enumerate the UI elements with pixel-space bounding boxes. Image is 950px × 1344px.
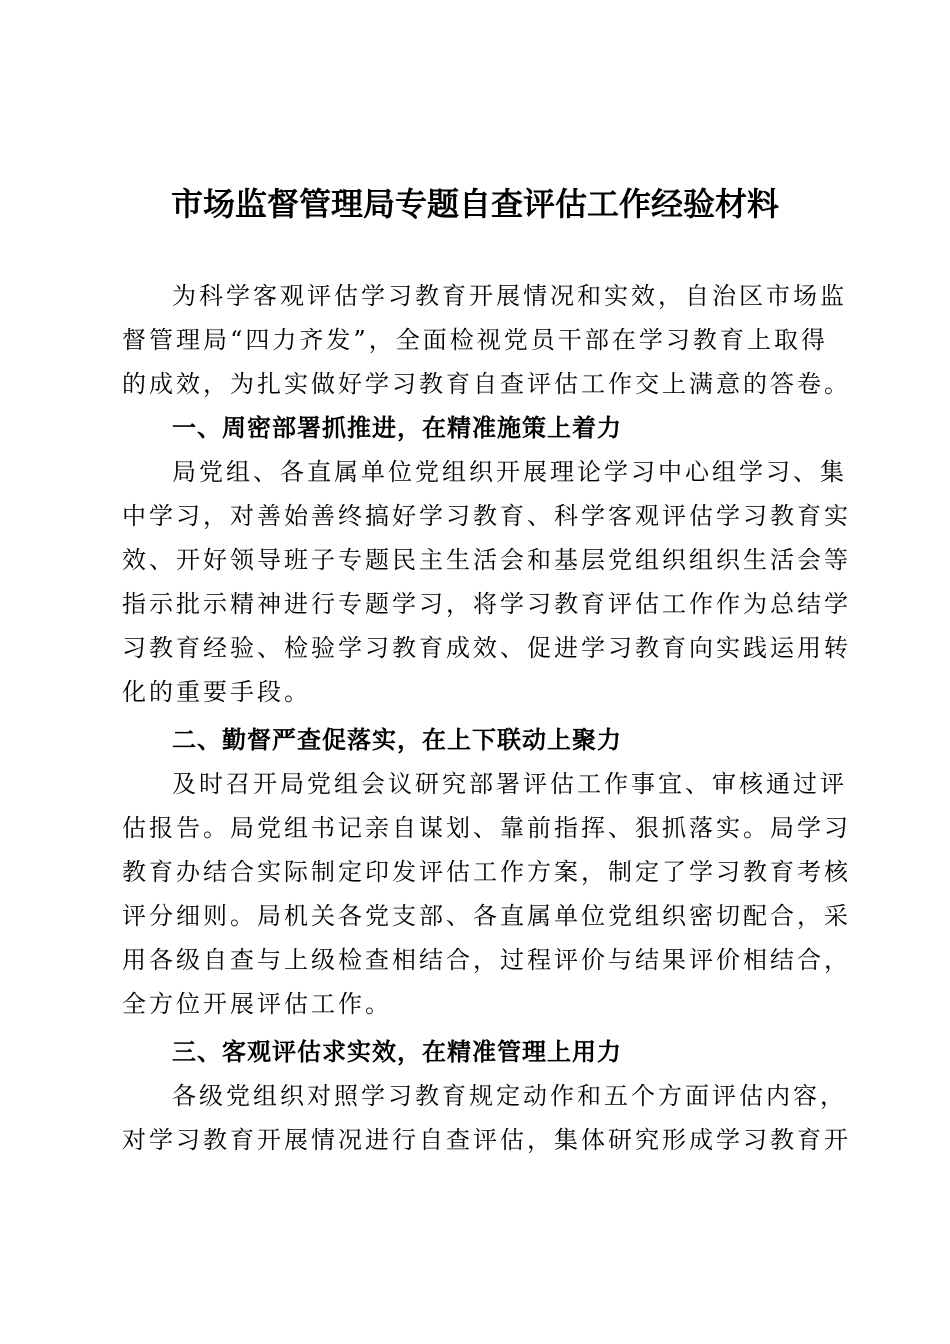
- document-title: 市场监督管理局专题自查评估工作经验材料: [170, 185, 779, 223]
- section-3-line-2: 对学习教育开展情况进行自查评估，集体研究形成学习教育开: [122, 1126, 851, 1154]
- section-1-line-4: 指示批示精神进行专题学习，将学习教育评估工作作为总结学: [122, 590, 851, 618]
- section-1-line-1: 局党组、各直属单位党组织开展理论学习中心组学习、集: [172, 458, 847, 486]
- section-3-heading: 三、客观评估求实效，在精准管理上用力: [172, 1038, 622, 1066]
- section-3-line-1: 各级党组织对照学习教育规定动作和五个方面评估内容，: [172, 1082, 847, 1110]
- intro-line-3: 的成效，为扎实做好学习教育自查评估工作交上满意的答卷。: [122, 370, 851, 398]
- section-2-line-4: 评分细则。局机关各党支部、各直属单位党组织密切配合，采: [122, 902, 851, 930]
- section-1-heading: 一、周密部署抓推进，在精准施策上着力: [172, 414, 622, 442]
- section-2-heading: 二、勤督严查促落实，在上下联动上聚力: [172, 726, 622, 754]
- intro-line-1: 为科学客观评估学习教育开展情况和实效，自治区市场监: [172, 282, 847, 310]
- section-2-line-1: 及时召开局党组会议研究部署评估工作事宜、审核通过评: [172, 770, 847, 798]
- section-2-line-3: 教育办结合实际制定印发评估工作方案，制定了学习教育考核: [122, 858, 851, 886]
- section-2-line-5: 用各级自查与上级检查相结合，过程评价与结果评价相结合，: [122, 946, 851, 974]
- section-1-line-6: 化的重要手段。: [122, 678, 311, 706]
- section-2-line-6: 全方位开展评估工作。: [122, 990, 392, 1018]
- section-1-line-2: 中学习，对善始善终搞好学习教育、科学客观评估学习教育实: [122, 502, 851, 530]
- section-2-line-2: 估报告。局党组书记亲自谋划、靠前指挥、狠抓落实。局学习: [122, 814, 851, 842]
- section-1-line-3: 效、开好领导班子专题民主生活会和基层党组织组织生活会等: [122, 546, 851, 574]
- intro-line-2: 督管理局“四力齐发”，全面检视党员干部在学习教育上取得: [122, 326, 828, 354]
- section-1-line-5: 习教育经验、检验学习教育成效、促进学习教育向实践运用转: [122, 634, 851, 662]
